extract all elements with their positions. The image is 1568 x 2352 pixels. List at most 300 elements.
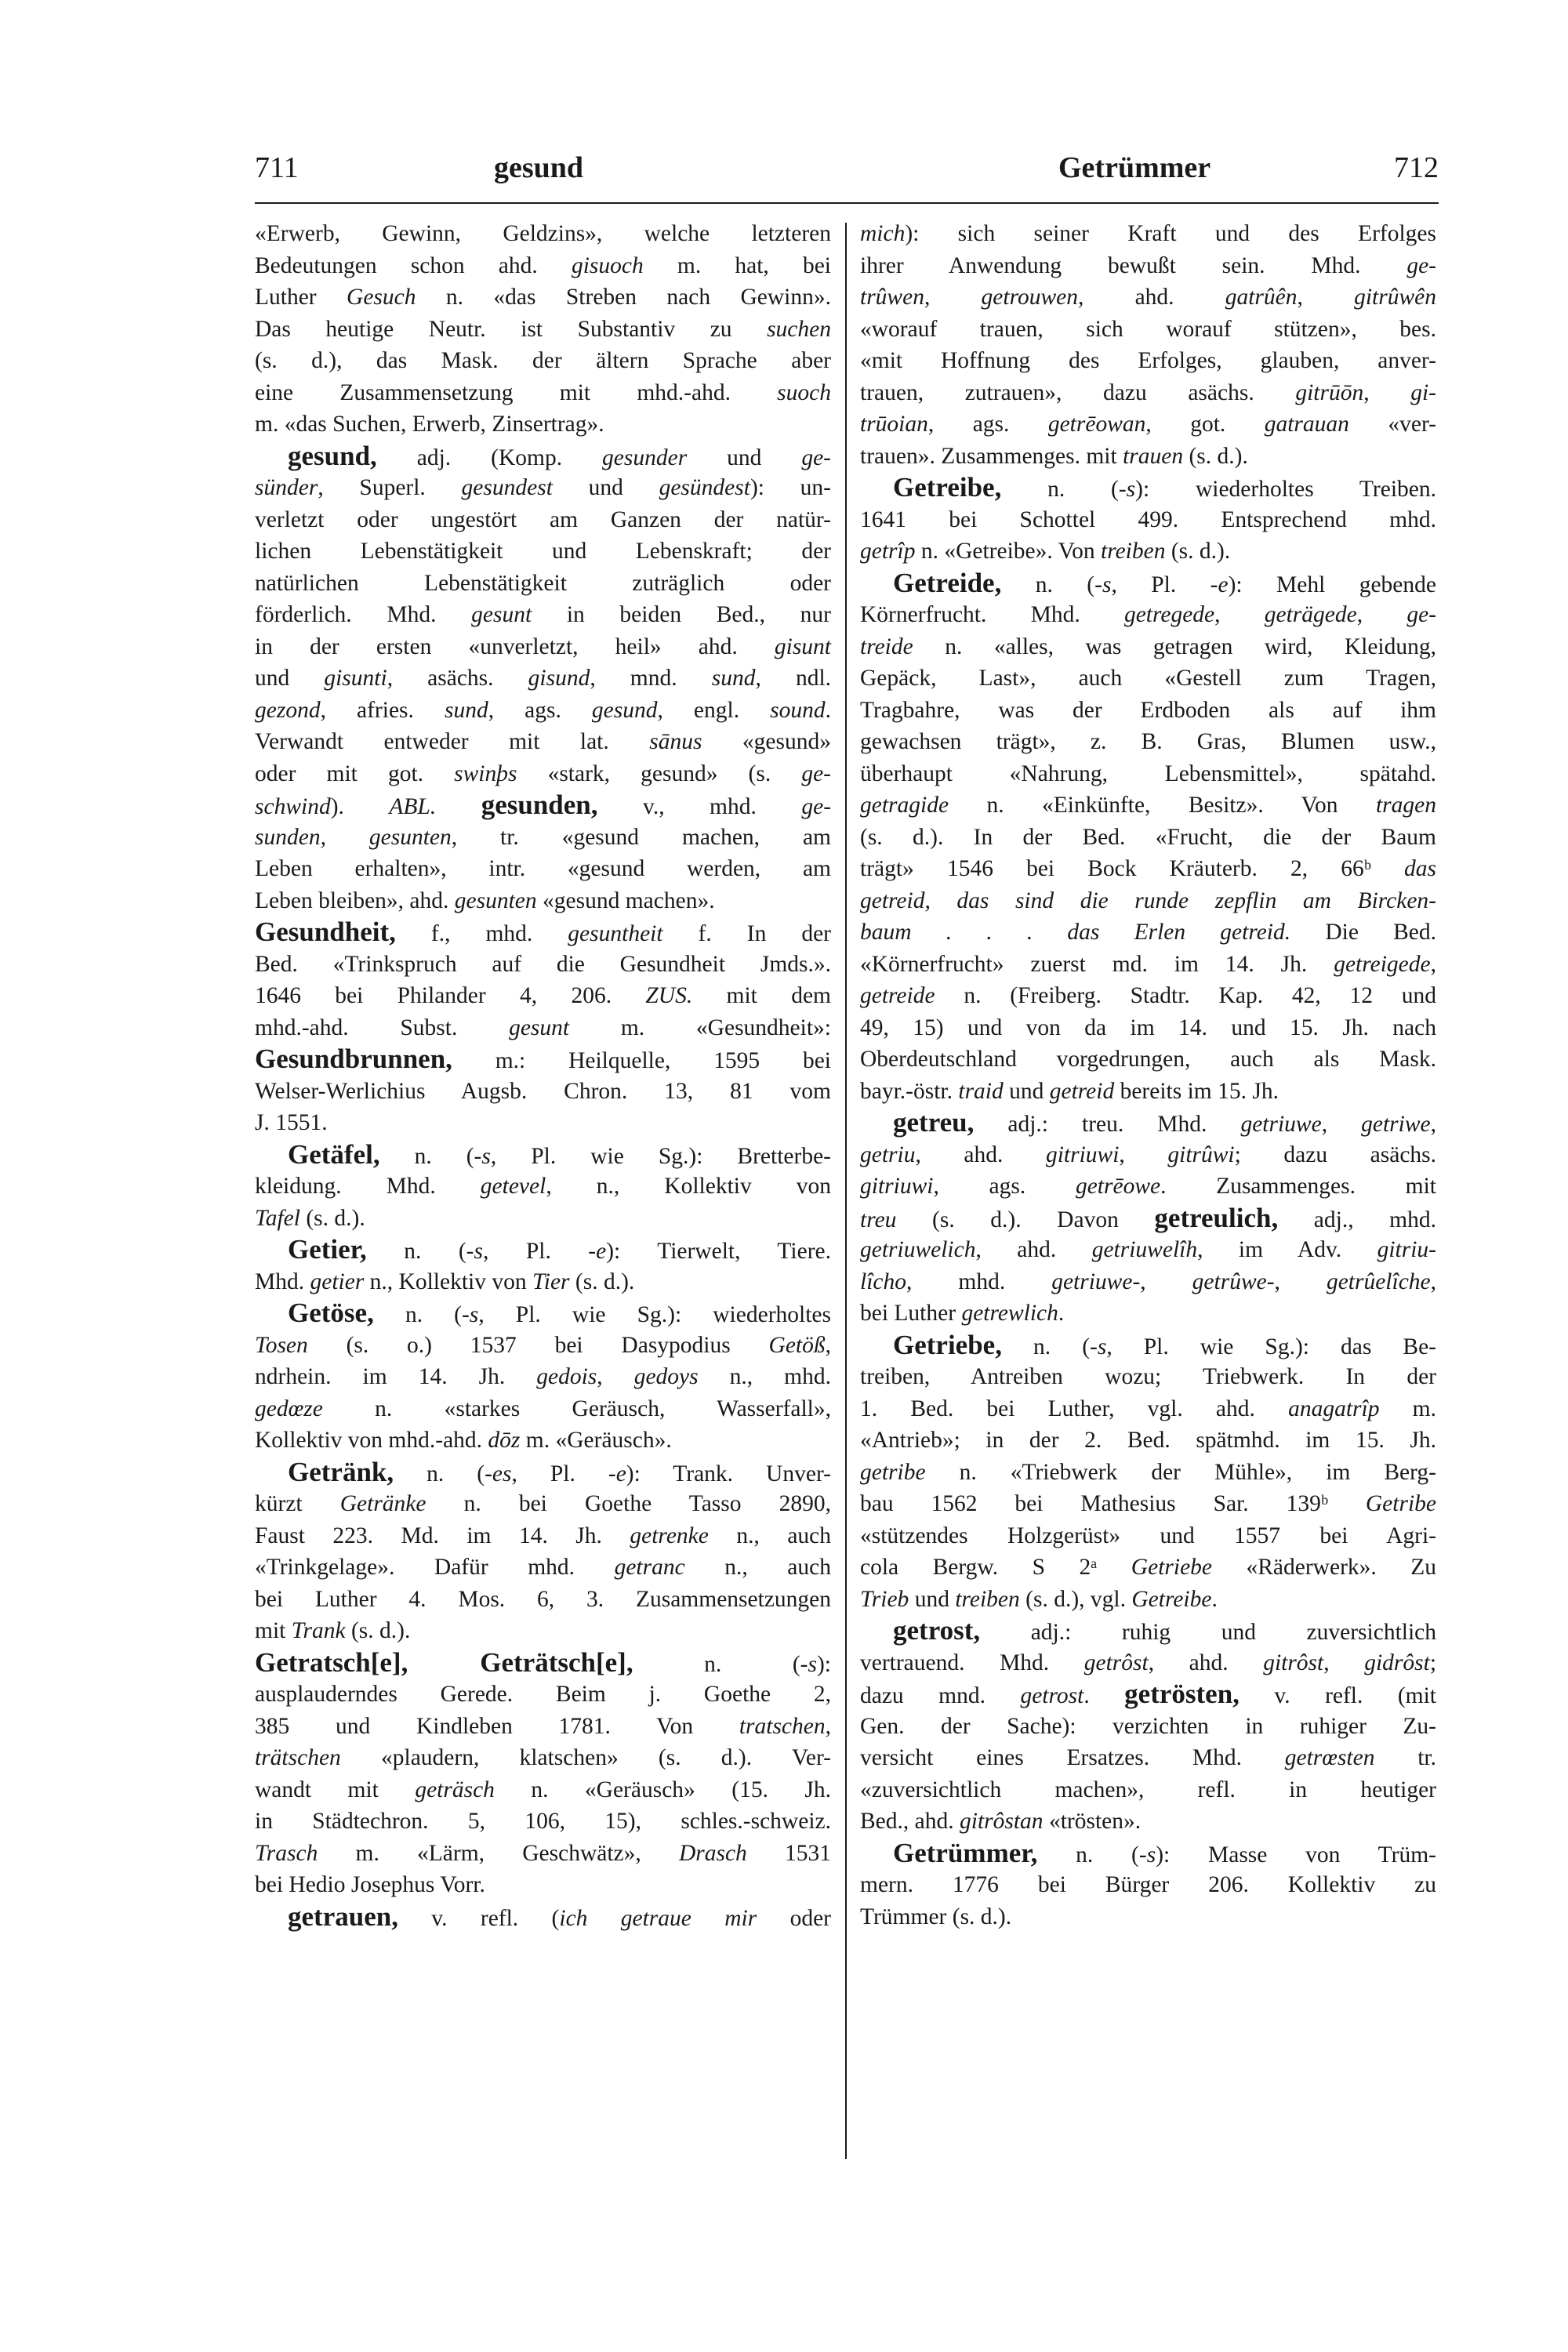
text-run: , [1274, 1269, 1327, 1294]
text-line [255, 1584, 831, 1616]
italic-term: gesunder [602, 445, 688, 470]
entry-headword: Getreide, [893, 567, 1002, 598]
text-line [860, 949, 1436, 981]
italic-term: geträsch [415, 1777, 495, 1802]
entry-headword: Gesundheit, [255, 916, 396, 947]
text-run: , Pl. wie Sg.): Bretterbe- [490, 1143, 831, 1169]
left-page-number: 711 [255, 151, 299, 184]
text-line [860, 504, 1436, 536]
text-run: «trösten». [1043, 1809, 1142, 1834]
text-run: «plaudern, klatschen» (s. d.). Ver- [340, 1745, 831, 1770]
text-run: (s. d.), vgl. [1019, 1586, 1132, 1612]
italic-term: trūoian [860, 412, 928, 437]
text-line [255, 535, 831, 568]
text-line [860, 345, 1436, 377]
text-run: , ahd. [975, 1237, 1092, 1262]
italic-term: getrœsten [1284, 1745, 1375, 1770]
text-line [255, 1266, 831, 1298]
text-line [860, 250, 1436, 282]
text-run: n. (Freiberg. Stadtr. Kap. 42, 12 und [935, 983, 1436, 1008]
entry-headword: Getäfel, [288, 1138, 380, 1170]
text-line [860, 568, 1436, 600]
italic-term: getriuwe- [1051, 1269, 1141, 1294]
text-run: m.: Heilquelle, 1595 bei [452, 1048, 831, 1073]
column-divider [845, 223, 847, 2159]
italic-term: anagatrîp [1288, 1396, 1380, 1421]
italic-term: sünder [255, 475, 318, 500]
italic-term: suoch [777, 379, 831, 405]
text-run: , im Adv. [1197, 1237, 1377, 1262]
text-run: n. «Triebwerk der Mühle», im Berg- [925, 1459, 1436, 1485]
text-run: «Räderwerk». Zu [1212, 1555, 1436, 1580]
entry-headword: getrost, [893, 1615, 981, 1646]
text-run: (s. d.). [1165, 539, 1231, 564]
entry-headword: Getriebe, [893, 1329, 1002, 1360]
text-line [255, 695, 831, 727]
text-line [860, 218, 1436, 250]
italic-term: getrēowan [1047, 412, 1146, 437]
text-run: , [1323, 1650, 1365, 1675]
text-line [255, 631, 831, 663]
text-line [860, 916, 1436, 949]
text-line [255, 1012, 831, 1044]
italic-term: gitriuwi [1045, 1142, 1120, 1167]
right-page-number: 712 [1394, 151, 1439, 184]
italic-term: getriwe [1361, 1112, 1431, 1137]
text-line [255, 1171, 831, 1203]
italic-term: gesuntheit [568, 921, 663, 946]
text-line [860, 789, 1436, 822]
text-run: ): Tierwelt, Tiere. [606, 1239, 831, 1264]
italic-term: traid [958, 1078, 1004, 1104]
text-run: , [825, 1713, 831, 1739]
italic-term: gisunti [324, 666, 387, 691]
text-run: ): sich seiner Kraft und des Erfolges [905, 221, 1436, 246]
text-run: v., mhd. [597, 794, 802, 819]
text-run: , engl. [657, 697, 771, 723]
text-line [255, 1901, 831, 1933]
text-run: (s. d.). [1183, 443, 1248, 469]
text-run: überhaupt «Nahrung, Lebensmittel», spätahd. [860, 760, 1436, 786]
text-run: v. refl. ( [397, 1905, 560, 1931]
text-run: n. (- [373, 1302, 470, 1327]
italic-term: e [596, 1239, 607, 1264]
text-run: , asächs. [387, 666, 528, 691]
text-run: vertrauend. Mhd. [860, 1650, 1084, 1675]
italic-term: gesündest [659, 475, 750, 500]
text-line [255, 250, 831, 282]
italic-term: getrewlich [961, 1301, 1058, 1326]
text-line [255, 662, 831, 695]
text-line [860, 377, 1436, 409]
text-run: bei Luther 4. Mos. 6, 3. Zusammensetzungen [255, 1586, 831, 1612]
italic-term: Getöß [768, 1332, 826, 1358]
text-line [255, 1044, 831, 1076]
text-run: , n., Kollektiv von [546, 1174, 831, 1199]
italic-term: e [615, 1461, 626, 1486]
italic-term: gisunt [774, 633, 831, 659]
text-line [860, 1266, 1436, 1298]
italic-term: getribe [860, 1459, 926, 1485]
italic-term: getriuwelîh [1091, 1237, 1198, 1262]
text-run: n. (- [366, 1239, 474, 1264]
text-run: , ags. [933, 1174, 1076, 1199]
italic-term: getier [310, 1269, 365, 1294]
text-run: . [1211, 1586, 1218, 1612]
text-run: oder mit got. [255, 760, 455, 786]
text-line [860, 1203, 1436, 1235]
italic-term: tratschen [739, 1713, 826, 1739]
italic-term: sund [444, 697, 488, 723]
text-line [860, 1711, 1436, 1743]
text-run: Gen. der Sache): verzichten in ruhiger Zu- [860, 1713, 1436, 1739]
italic-term: Tosen [255, 1332, 308, 1358]
italic-term: gesunt [471, 602, 532, 627]
italic-term: Trank [291, 1618, 346, 1643]
italic-term: tragen [1375, 793, 1436, 818]
italic-term: getrouwen [981, 285, 1078, 310]
text-run: (s. d.). [345, 1618, 411, 1643]
text-run: Trümmer (s. d.). [860, 1904, 1012, 1929]
text-run: versicht eines Ersatzes. Mhd. [860, 1745, 1285, 1770]
italic-term: gitriuwi [860, 1174, 934, 1199]
text-run: n. (- [394, 1461, 492, 1486]
italic-term: getrenke [630, 1523, 709, 1548]
text-run: ): [816, 1651, 831, 1677]
italic-term: treu [860, 1207, 897, 1232]
text-run: «worauf trauen, sich worauf stützen», bes. [860, 316, 1436, 342]
text-run: Faust 223. Md. im 14. Jh. [255, 1523, 630, 1548]
text-run: , ags. [488, 697, 592, 723]
italic-term: gitrôstan [960, 1809, 1044, 1834]
text-run: n. (- [1001, 1334, 1098, 1359]
text-run: «Trinkgelage». Dafür mhd. [255, 1555, 615, 1580]
text-run: , Pl. - [511, 1461, 616, 1486]
italic-term: lîcho [860, 1269, 906, 1294]
italic-term: s [469, 1302, 479, 1327]
text-run: , [1140, 1269, 1192, 1294]
text-run: mit dem [692, 983, 831, 1008]
text-run: m. [1379, 1396, 1436, 1421]
text-run: «Körnerfrucht» zuerst md. im 14. Jh. [860, 951, 1334, 977]
text-run: , got. [1145, 412, 1265, 437]
text-run: , [1214, 602, 1265, 627]
italic-term: sunden, gesunten [255, 824, 452, 850]
italic-term: ABL. [389, 794, 437, 819]
text-line [255, 1711, 831, 1743]
italic-term: s [1126, 477, 1136, 502]
text-run: Leben erhalten», intr. «gesund werden, am [255, 856, 831, 881]
text-run: und [1003, 1078, 1050, 1104]
text-line [255, 1774, 831, 1806]
text-run: und [255, 666, 325, 691]
text-line [255, 1488, 831, 1520]
text-run: adj.: treu. Mhd. [974, 1112, 1241, 1137]
italic-term: getriuwe [1240, 1112, 1322, 1137]
text-run: adj. (Komp. [376, 445, 603, 470]
text-run: ; [1429, 1650, 1437, 1675]
text-run: n. «Geräusch» (15. Jh. [494, 1777, 831, 1802]
text-line [255, 1806, 831, 1838]
italic-term: baum . . . das Erlen getreid. [860, 920, 1291, 945]
text-line [255, 599, 831, 631]
text-run: bayr.-östr. [860, 1078, 959, 1104]
text-run: n. bei Goethe Tasso 2890, [426, 1491, 831, 1516]
italic-term: gisuoch [571, 252, 644, 278]
text-run: (s. d.). In der Bed. «Frucht, die der Baum [860, 824, 1436, 850]
text-line [860, 535, 1436, 568]
text-line [255, 949, 831, 981]
text-run: ): un- [750, 475, 832, 500]
italic-term: mich [860, 221, 906, 246]
italic-term: Getribe [1365, 1491, 1436, 1516]
text-run: ; dazu asächs. [1234, 1142, 1437, 1167]
text-run: n. «Einkünfte, Besitz». Von [949, 793, 1376, 818]
italic-term: gitrôst [1263, 1650, 1324, 1675]
text-run: n. «starkes Geräusch, Wasserfall», [322, 1396, 831, 1421]
text-run: , [1321, 1112, 1362, 1137]
text-run: , mnd. [590, 666, 712, 691]
text-line [860, 853, 1436, 885]
text-run: 1646 bei Philander 4, 206. [255, 983, 646, 1008]
text-run: f. In der [662, 921, 831, 946]
text-run: , [597, 1364, 634, 1389]
text-run: m. «das Suchen, Erwerb, Zinsertrag». [255, 412, 604, 437]
text-run: verletzt oder ungestört am Ganzen der natür- [255, 506, 831, 532]
text-run: , [825, 1332, 831, 1358]
text-line [860, 1901, 1436, 1933]
text-line [255, 1361, 831, 1393]
text-run: «gesund machen». [536, 887, 715, 913]
text-run: trägt» 1546 bei Bock Kräuterb. 2, 66ᵇ [860, 856, 1405, 881]
text-run: in Städtechron. 5, 106, 15), schles.-schweiz. [255, 1809, 831, 1834]
text-line [860, 1679, 1436, 1711]
text-line [860, 1869, 1436, 1901]
italic-term: Gesuch [347, 285, 416, 310]
text-line [255, 758, 831, 790]
text-run: ausplauderndes Gerede. Beim j. Goethe 2, [255, 1682, 831, 1707]
italic-term: trûwen [860, 285, 924, 310]
text-run: dazu mnd. [860, 1683, 1021, 1708]
entry-headword: getrösten, [1124, 1679, 1240, 1709]
italic-term: ge- [1406, 252, 1436, 278]
entry-headword: Getöse, [288, 1298, 374, 1328]
italic-term: gitriu- [1377, 1237, 1436, 1262]
text-line [860, 314, 1436, 346]
text-run: , [1119, 1142, 1168, 1167]
text-run: «mit Hoffnung des Erfolges, glauben, anver- [860, 348, 1436, 373]
italic-term: gesunten [454, 887, 537, 913]
entry-headword: getreulich, [1154, 1202, 1279, 1233]
entry-headword: Getreibe, [893, 472, 1002, 503]
text-run: ): Mehl gebende [1228, 572, 1436, 597]
italic-term: gezond [255, 697, 321, 723]
italic-term: schwind [255, 794, 331, 819]
text-run: tr. [1374, 1745, 1436, 1770]
italic-term: getrēowe [1075, 1174, 1161, 1199]
text-line [255, 1234, 831, 1266]
entry-headword: Getränk, [288, 1456, 394, 1487]
header-rule [255, 202, 1439, 204]
italic-term: gi- [1410, 379, 1437, 405]
italic-term: Tier [532, 1269, 570, 1294]
text-run: Die Bed. [1290, 920, 1436, 945]
entry-headword: getreu, [893, 1107, 975, 1138]
text-line [255, 1139, 831, 1171]
text-line [255, 1647, 831, 1679]
italic-term: gatrauan [1264, 412, 1349, 437]
text-line [860, 1361, 1436, 1393]
italic-term: es [492, 1461, 512, 1486]
text-run: n. «Getreibe». Von [915, 539, 1101, 564]
italic-term: das [1404, 856, 1436, 881]
text-line [255, 822, 831, 854]
text-line [255, 726, 831, 758]
text-run: in der ersten «unverletzt, heil» ahd. [255, 633, 775, 659]
text-run: J. 1551. [255, 1110, 328, 1135]
text-run: Bedeutungen schon ahd. [255, 252, 572, 278]
italic-term: getreigede [1334, 951, 1431, 977]
italic-term: sound [770, 697, 826, 723]
text-line [255, 1838, 831, 1870]
text-run: , ahd. [1077, 285, 1225, 310]
text-line [860, 695, 1436, 727]
entry-headword: getrauen, [288, 1900, 398, 1932]
text-line [860, 631, 1436, 663]
text-line [255, 885, 831, 917]
text-line [860, 1393, 1436, 1425]
text-run: . [1058, 1301, 1065, 1326]
text-run: oder [757, 1905, 831, 1931]
italic-term: getragide [860, 793, 949, 818]
text-line [860, 1425, 1436, 1457]
text-run: 1641 bei Schottel 499. Entsprechend mhd. [860, 506, 1436, 532]
text-line [860, 1647, 1436, 1679]
italic-term: sānus [649, 729, 702, 754]
text-run: m. «Gesundheit»: [569, 1014, 831, 1040]
text-run: Gepäck, Last», auch «Gestell zum Tragen, [860, 666, 1436, 691]
text-line [255, 472, 831, 504]
text-line [860, 1139, 1436, 1171]
text-line [255, 281, 831, 314]
text-run: bau 1562 bei Mathesius Sar. 139ᵇ [860, 1491, 1366, 1516]
text-line [255, 1393, 831, 1425]
text-line [860, 1076, 1436, 1108]
text-run: treiben, Antreiben wozu; Triebwerk. In der [860, 1364, 1436, 1389]
italic-term: dōz [488, 1428, 521, 1453]
text-run: ): Trank. Unver- [626, 1461, 831, 1486]
text-run: f., mhd. [395, 921, 568, 946]
text-run: , ahd. [1148, 1650, 1264, 1675]
text-line [255, 345, 831, 377]
text-run: ndrhein. im 14. Jh. [255, 1364, 537, 1389]
text-run: ): wiederholtes Treiben. [1135, 477, 1436, 502]
text-run: «stark, gesund» (s. [517, 760, 802, 786]
text-run: eine Zusammensetzung mit mhd.-ahd. [255, 379, 778, 405]
text-line [860, 1330, 1436, 1362]
italic-term: s [808, 1651, 817, 1677]
entry-headword: Getrümmer, [893, 1837, 1038, 1868]
italic-term: gidrôst [1364, 1650, 1430, 1675]
italic-term: getrîp [860, 539, 916, 564]
text-line [255, 314, 831, 346]
text-run: , [1430, 1112, 1436, 1137]
italic-term: e [1218, 572, 1229, 597]
italic-term: ich getraue mir [559, 1905, 757, 1931]
italic-term: getevel [480, 1174, 546, 1199]
italic-term: getreide [860, 983, 935, 1008]
italic-term: Trieb [860, 1586, 909, 1612]
italic-term: gesunt [509, 1014, 570, 1040]
text-run: n. (- [1001, 477, 1127, 502]
text-run: n., auch [708, 1523, 831, 1548]
text-line [860, 1488, 1436, 1520]
text-line [860, 1552, 1436, 1584]
text-line [255, 441, 831, 473]
text-run: , [1297, 285, 1355, 310]
text-run: n. (- [1037, 1842, 1147, 1867]
text-run: und [687, 445, 802, 470]
text-run: , Pl. - [1111, 572, 1218, 597]
text-run: v. refl. (mit [1239, 1683, 1437, 1708]
text-run: m. «Lärm, Geschwätz», [318, 1840, 679, 1866]
text-run: 385 und Kindleben 1781. Von [255, 1713, 739, 1739]
text-run: 49, 15) und von da im 14. und 15. Jh. nach [860, 1014, 1436, 1040]
italic-term: Getränke [339, 1491, 426, 1516]
text-run: «Antrieb»; in der 2. Bed. spätmhd. im 15. Jh. [860, 1428, 1436, 1453]
entry-headword: Getier, [288, 1234, 367, 1265]
italic-term: treiben [955, 1586, 1020, 1612]
text-line [860, 281, 1436, 314]
text-run: mern. 1776 bei Bürger 206. Kollektiv zu [860, 1872, 1436, 1897]
italic-term: getrûelîche [1326, 1269, 1431, 1294]
text-run: n., auch [684, 1555, 831, 1580]
text-run: , [1430, 1269, 1437, 1294]
text-run: lichen Lebenstätigkeit und Lebenskraft; der [255, 539, 831, 564]
text-run: Bed., ahd. [860, 1809, 960, 1834]
text-line [255, 853, 831, 885]
text-run: n. (- [379, 1143, 482, 1169]
text-run: «Erwerb, Gewinn, Geldzins», welche letzteren [255, 221, 831, 246]
text-run: Körnerfrucht. Mhd. [860, 602, 1124, 627]
text-line [255, 1457, 831, 1489]
italic-term: gitrûwên [1354, 285, 1436, 310]
text-run: n., Kollektiv von [364, 1269, 532, 1294]
text-line [860, 1012, 1436, 1044]
text-run: Kollektiv von mhd.-ahd. [255, 1428, 488, 1453]
text-line [860, 1171, 1436, 1203]
left-running-headword: gesund [494, 151, 584, 184]
text-line [860, 980, 1436, 1012]
text-run: adj., mhd. [1278, 1207, 1436, 1232]
text-run: adj.: ruhig und zuversichtlich [980, 1620, 1436, 1645]
text-run: Bed. «Trinkspruch auf die Gesundheit Jmds.». [255, 951, 831, 977]
text-run: , Superl. [318, 475, 462, 500]
text-line [860, 441, 1436, 473]
text-run: mit [255, 1618, 292, 1643]
italic-term: Drasch [678, 1840, 747, 1866]
text-line [255, 980, 831, 1012]
italic-term: treide [860, 633, 913, 659]
italic-term: gesundest [461, 475, 553, 500]
italic-term: getriuwelich [860, 1237, 976, 1262]
text-run: Oberdeutschland vorgedrungen, auch als Mask. [860, 1047, 1436, 1072]
page-header [255, 151, 1439, 198]
italic-term: swinþs [454, 760, 517, 786]
text-run: , [924, 285, 982, 310]
text-run: , Pl. wie Sg.): das Be- [1106, 1334, 1436, 1359]
text-run: Luther [255, 285, 347, 310]
